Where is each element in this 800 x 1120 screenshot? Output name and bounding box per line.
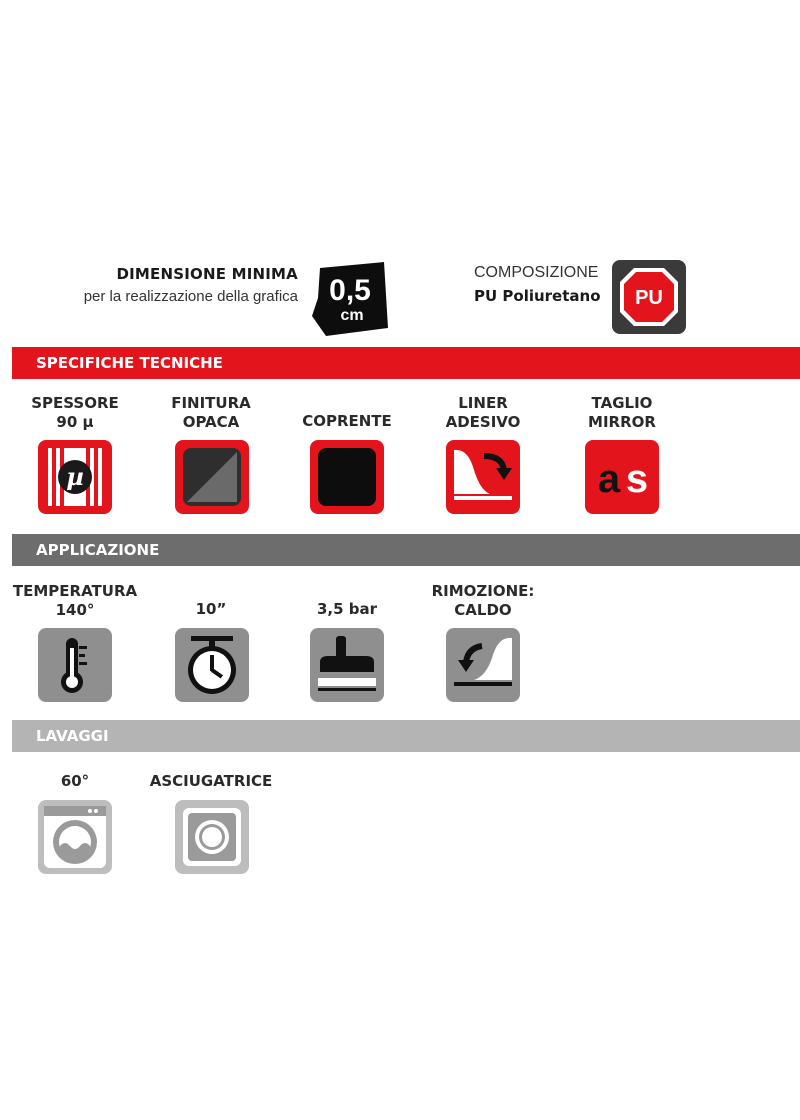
tumble-dryer-icon	[175, 800, 249, 874]
app-label-removal	[413, 582, 553, 620]
min-dimension-title: DIMENSIONE MINIMA	[116, 265, 298, 283]
tech-label-liner-line2: ADESIVO	[445, 413, 521, 431]
tech-label-finish-line1: FINITURA	[171, 394, 251, 412]
composition-subtitle: PU Poliuretano	[474, 287, 601, 305]
press-pressure-icon	[310, 628, 384, 702]
composition-title: COMPOSIZIONE	[474, 264, 599, 281]
mirror-cut-glyph-a: a	[597, 457, 621, 501]
adhesive-liner-icon	[446, 440, 520, 514]
app-label-removal-line2: CALDO	[454, 601, 512, 619]
tech-label-finish-line2: OPACA	[182, 413, 240, 431]
washing-machine-icon	[38, 800, 112, 874]
tech-label-mirror-cut	[552, 394, 692, 432]
app-label-temperature	[5, 582, 145, 620]
section-bar-washing: LAVAGGI	[12, 720, 800, 752]
thickness-micron-icon	[38, 440, 112, 514]
section-bar-application: APPLICAZIONE	[12, 534, 800, 566]
min-dimension-badge-shape	[308, 262, 390, 340]
app-label-temperature-line1: TEMPERATURA	[12, 582, 138, 600]
tech-label-thickness-line2: 90 µ	[56, 413, 94, 431]
min-dimension-badge	[308, 262, 390, 344]
micron-glyph: µ	[66, 462, 84, 491]
wash-label-dryer: ASCIUGATRICE	[149, 772, 273, 790]
tech-label-opaque: COPRENTE	[302, 412, 392, 430]
tech-label-mirror-cut-line2: MIRROR	[588, 413, 656, 431]
tech-label-mirror-cut-line1: TAGLIO	[591, 394, 653, 412]
tech-label-liner-line1: LINER	[458, 394, 508, 412]
mirror-cut-icon	[585, 440, 659, 514]
polyurethane-badge-icon	[612, 260, 686, 338]
opaque-cover-icon	[310, 440, 384, 514]
app-label-removal-line1: RIMOZIONE:	[431, 582, 535, 600]
tech-label-thickness-line1: SPESSORE	[31, 394, 119, 412]
polyurethane-badge-label: PU	[635, 287, 663, 309]
app-label-pressure: 3,5 bar	[316, 600, 378, 618]
tech-label-thickness	[5, 394, 145, 432]
tech-label-liner	[413, 394, 553, 432]
min-dimension-subtitle: per la realizzazione della grafica	[83, 288, 298, 305]
min-dimension-unit: cm	[340, 307, 364, 324]
app-label-time: 10”	[195, 600, 227, 618]
app-label-temperature-line2: 140°	[55, 601, 95, 619]
wash-label-temperature: 60°	[60, 772, 90, 790]
matte-finish-icon	[175, 440, 249, 514]
section-bar-tech: SPECIFICHE TECNICHE	[12, 347, 800, 379]
stopwatch-icon	[175, 628, 249, 702]
thermometer-icon	[38, 628, 112, 702]
mirror-cut-glyph-s: s	[625, 457, 649, 501]
tech-label-finish	[141, 394, 281, 432]
min-dimension-value: 0,5	[329, 274, 371, 307]
hot-peel-icon	[446, 628, 520, 702]
